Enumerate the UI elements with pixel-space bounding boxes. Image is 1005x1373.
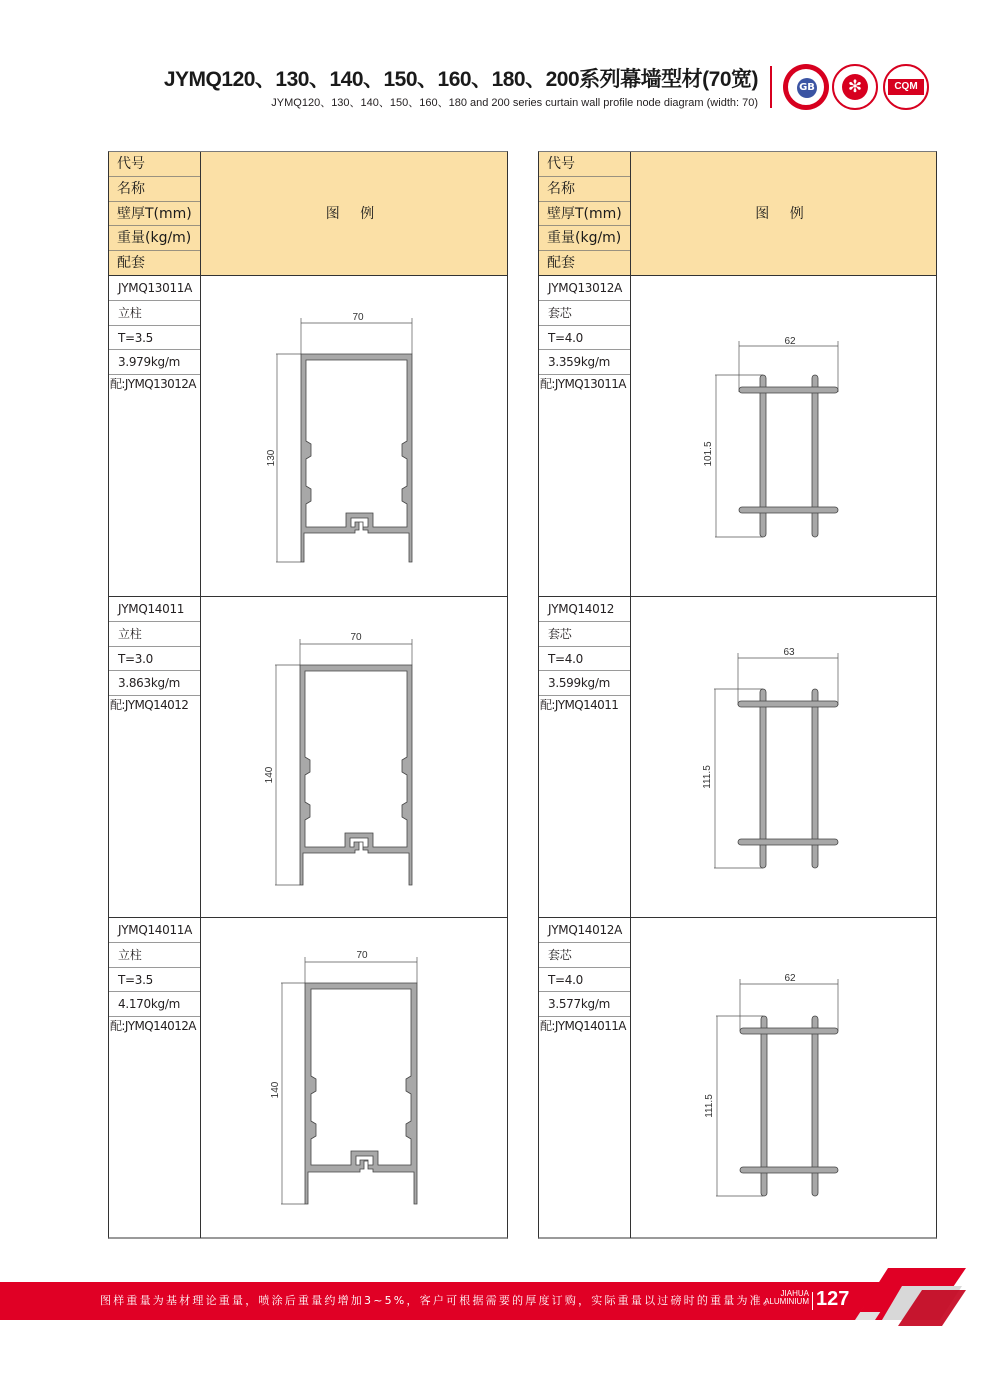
header-label-weight: 重量(kg/m) xyxy=(539,226,630,251)
table-row xyxy=(109,276,507,597)
header-legend: 图 例 xyxy=(325,206,383,222)
profile-match: 配:JYMQ14012A xyxy=(110,1019,196,1034)
width-dimension: 70 xyxy=(350,632,362,643)
gb-logo-icon xyxy=(783,64,829,110)
profile-weight: 3.359kg/m xyxy=(539,350,630,375)
profile-code: JYMQ13012A xyxy=(539,276,630,301)
header-label-column xyxy=(539,152,631,276)
header-label-name: 名称 xyxy=(539,177,630,202)
profile-name: 立柱 xyxy=(109,622,200,647)
header-label-name: 名称 xyxy=(109,177,200,202)
width-dimension: 62 xyxy=(784,336,796,347)
profile-thickness: T=4.0 xyxy=(539,326,630,351)
page-title: JYMQ120、130、140、150、160、180、200系列幕墙型材(70宽) xyxy=(163,68,758,91)
profile-name: 立柱 xyxy=(109,943,200,968)
header-label-thickness: 壁厚T(mm) xyxy=(539,202,630,227)
header-label-code: 代号 xyxy=(109,152,200,177)
table-header xyxy=(539,152,936,276)
height-dimension: 111.5 xyxy=(702,765,713,789)
profile-info xyxy=(109,597,201,917)
profile-weight: 3.863kg/m xyxy=(109,671,200,696)
profile-match: 配:JYMQ13012A xyxy=(110,377,196,392)
profile-match: 配:JYMQ14011 xyxy=(540,698,619,713)
page-subtitle: JYMQ120、130、140、150、160、180 and 200 series curtain wall profile node diagram (width: 70) xyxy=(271,97,758,109)
profile-name: 套芯 xyxy=(539,943,630,968)
profile-weight: 3.979kg/m xyxy=(109,350,200,375)
star-glyph: ✻ xyxy=(842,74,868,100)
height-dimension: 140 xyxy=(270,1081,281,1099)
profile-code: JYMQ14011A xyxy=(109,918,200,943)
profile-drawing-sleeve xyxy=(631,597,936,917)
profile-thickness: T=3.5 xyxy=(109,968,200,993)
header-legend: 图 例 xyxy=(755,206,812,222)
width-dimension: 62 xyxy=(784,973,796,984)
brand-bottom: ALUMINIUM xyxy=(764,1297,809,1306)
profile-weight: 4.170kg/m xyxy=(109,992,200,1017)
footer-divider xyxy=(812,1292,813,1310)
profile-thickness: T=4.0 xyxy=(539,968,630,993)
header-label-thickness: 壁厚T(mm) xyxy=(109,202,200,227)
header-label-weight: 重量(kg/m) xyxy=(109,226,200,251)
table-row xyxy=(539,597,936,918)
cqm-logo-text: CQM xyxy=(888,79,924,95)
profile-name: 套芯 xyxy=(539,301,630,326)
profile-info xyxy=(539,276,631,596)
profile-thickness: T=3.5 xyxy=(109,326,200,351)
profile-table-left xyxy=(108,151,508,1239)
width-dimension: 70 xyxy=(356,950,368,961)
table-row xyxy=(109,597,507,918)
width-dimension: 70 xyxy=(352,312,364,323)
profile-info xyxy=(539,597,631,917)
profile-code: JYMQ14011 xyxy=(109,597,200,622)
profile-drawing-mullion xyxy=(201,276,507,596)
height-dimension: 140 xyxy=(264,766,275,784)
table-row xyxy=(539,276,936,597)
profile-match: 配:JYMQ14011A xyxy=(540,1019,626,1034)
profile-code: JYMQ14012A xyxy=(539,918,630,943)
quality-star-logo-icon xyxy=(832,64,878,110)
height-dimension: 111.5 xyxy=(704,1094,715,1118)
profile-name: 套芯 xyxy=(539,622,630,647)
header-label-code: 代号 xyxy=(539,152,630,177)
profile-table-right xyxy=(538,151,937,1239)
profile-weight: 3.577kg/m xyxy=(539,992,630,1017)
gb-logo-text: GB xyxy=(797,78,817,98)
header-label-match: 配套 xyxy=(117,255,145,272)
profile-name: 立柱 xyxy=(109,301,200,326)
profile-thickness: T=3.0 xyxy=(109,647,200,672)
cqm-logo-icon xyxy=(883,64,929,110)
profile-code: JYMQ14012 xyxy=(539,597,630,622)
profile-match: 配:JYMQ14012 xyxy=(110,698,189,713)
table-row xyxy=(539,918,936,1238)
width-dimension: 63 xyxy=(783,647,795,658)
footer-brand xyxy=(757,1290,809,1306)
profile-thickness: T=4.0 xyxy=(539,647,630,672)
table-row xyxy=(109,918,507,1238)
footer-stripes-decoration-icon xyxy=(840,1268,1005,1328)
profile-info xyxy=(539,918,631,1238)
header-label-match: 配套 xyxy=(547,255,575,272)
header-divider xyxy=(770,66,772,108)
table-header xyxy=(109,152,507,276)
profile-info xyxy=(109,276,201,596)
profile-match: 配:JYMQ13011A xyxy=(540,377,626,392)
profile-info xyxy=(109,918,201,1238)
height-dimension: 101.5 xyxy=(703,441,714,467)
header-label-column xyxy=(109,152,201,276)
page-number: 127 xyxy=(816,1288,850,1310)
brand-top: JIAHUA xyxy=(780,1289,809,1298)
profile-code: JYMQ13011A xyxy=(109,276,200,301)
height-dimension: 130 xyxy=(266,449,277,467)
profile-drawing-mullion xyxy=(201,918,507,1238)
profile-drawing-sleeve xyxy=(631,918,936,1238)
profile-drawing-mullion xyxy=(201,597,507,917)
profile-drawing-sleeve xyxy=(631,276,936,596)
footer-note: 图样重量为基材理论重量，喷涂后重量约增加3~5%，客户可根据需要的厚度订购，实际重量以过磅时的重量为准。 xyxy=(100,1294,777,1307)
profile-weight: 3.599kg/m xyxy=(539,671,630,696)
